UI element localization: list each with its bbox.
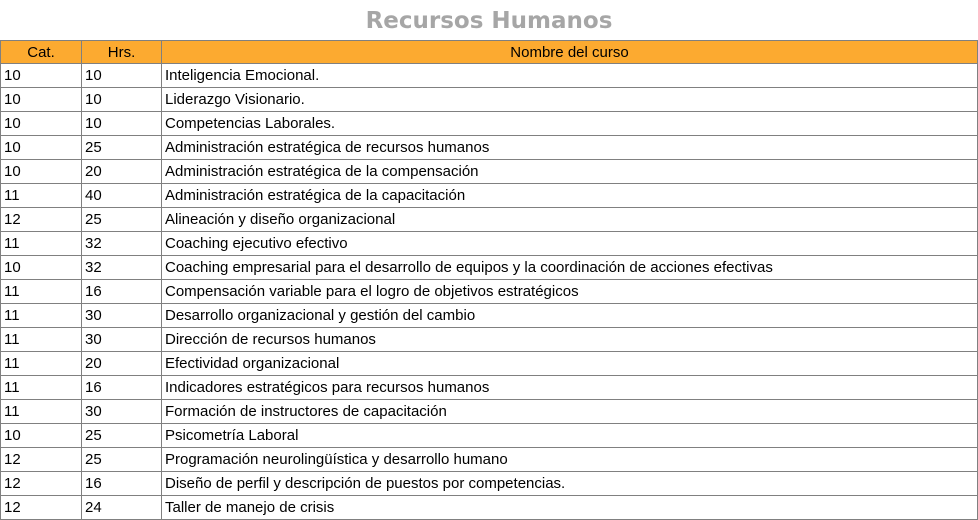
cell-cat: 10 [1, 424, 82, 448]
cell-cat: 12 [1, 496, 82, 520]
header-hrs: Hrs. [82, 41, 162, 64]
cell-course-name: Administración estratégica de recursos humanos [162, 136, 978, 160]
table-header-row [1, 41, 978, 64]
table-row [1, 400, 978, 424]
cell-hrs: 25 [82, 448, 162, 472]
table-row [1, 376, 978, 400]
header-course-name: Nombre del curso [162, 41, 978, 64]
cell-course-name: Taller de manejo de crisis [162, 496, 978, 520]
cell-course-name: Competencias Laborales. [162, 112, 978, 136]
cell-hrs: 25 [82, 136, 162, 160]
cell-course-name: Psicometría Laboral [162, 424, 978, 448]
cell-course-name: Diseño de perfil y descripción de puestos por competencias. [162, 472, 978, 496]
cell-hrs: 25 [82, 424, 162, 448]
cell-cat: 10 [1, 88, 82, 112]
cell-hrs: 40 [82, 184, 162, 208]
cell-hrs: 32 [82, 232, 162, 256]
table-row [1, 112, 978, 136]
cell-hrs: 16 [82, 280, 162, 304]
table-row [1, 184, 978, 208]
cell-hrs: 16 [82, 472, 162, 496]
cell-cat: 12 [1, 448, 82, 472]
cell-hrs: 24 [82, 496, 162, 520]
cell-hrs: 10 [82, 88, 162, 112]
cell-cat: 10 [1, 64, 82, 88]
cell-cat: 11 [1, 376, 82, 400]
cell-course-name: Formación de instructores de capacitación [162, 400, 978, 424]
cell-cat: 10 [1, 112, 82, 136]
cell-cat: 12 [1, 208, 82, 232]
cell-hrs: 20 [82, 352, 162, 376]
table-row [1, 328, 978, 352]
page-title: Recursos Humanos [365, 8, 613, 34]
cell-course-name: Dirección de recursos humanos [162, 328, 978, 352]
cell-course-name: Administración estratégica de la capacitación [162, 184, 978, 208]
cell-cat: 11 [1, 304, 82, 328]
cell-cat: 11 [1, 352, 82, 376]
table-row [1, 280, 978, 304]
header-cat: Cat. [1, 41, 82, 64]
cell-hrs: 30 [82, 328, 162, 352]
cell-cat: 10 [1, 136, 82, 160]
courses-table [0, 40, 978, 520]
table-row [1, 472, 978, 496]
cell-course-name: Liderazgo Visionario. [162, 88, 978, 112]
cell-hrs: 30 [82, 304, 162, 328]
table-row [1, 88, 978, 112]
table-row [1, 448, 978, 472]
cell-hrs: 10 [82, 64, 162, 88]
cell-cat: 11 [1, 280, 82, 304]
table-row [1, 304, 978, 328]
cell-hrs: 25 [82, 208, 162, 232]
cell-course-name: Coaching empresarial para el desarrollo de equipos y la coordinación de acciones efectivas [162, 256, 978, 280]
cell-cat: 12 [1, 472, 82, 496]
cell-hrs: 16 [82, 376, 162, 400]
cell-hrs: 20 [82, 160, 162, 184]
cell-course-name: Efectividad organizacional [162, 352, 978, 376]
cell-course-name: Compensación variable para el logro de objetivos estratégicos [162, 280, 978, 304]
table-row [1, 424, 978, 448]
table-row [1, 208, 978, 232]
table-row [1, 160, 978, 184]
table-row [1, 136, 978, 160]
cell-course-name: Administración estratégica de la compensación [162, 160, 978, 184]
table-row [1, 232, 978, 256]
cell-hrs: 32 [82, 256, 162, 280]
table-row [1, 64, 978, 88]
table-row [1, 496, 978, 520]
cell-cat: 11 [1, 232, 82, 256]
cell-cat: 11 [1, 400, 82, 424]
cell-hrs: 30 [82, 400, 162, 424]
cell-cat: 10 [1, 256, 82, 280]
cell-cat: 11 [1, 184, 82, 208]
cell-course-name: Indicadores estratégicos para recursos humanos [162, 376, 978, 400]
cell-hrs: 10 [82, 112, 162, 136]
table-row [1, 352, 978, 376]
cell-course-name: Programación neurolingüística y desarrollo humano [162, 448, 978, 472]
cell-course-name: Alineación y diseño organizacional [162, 208, 978, 232]
cell-cat: 11 [1, 328, 82, 352]
cell-course-name: Coaching ejecutivo efectivo [162, 232, 978, 256]
cell-course-name: Inteligencia Emocional. [162, 64, 978, 88]
table-row [1, 256, 978, 280]
cell-course-name: Desarrollo organizacional y gestión del cambio [162, 304, 978, 328]
cell-cat: 10 [1, 160, 82, 184]
